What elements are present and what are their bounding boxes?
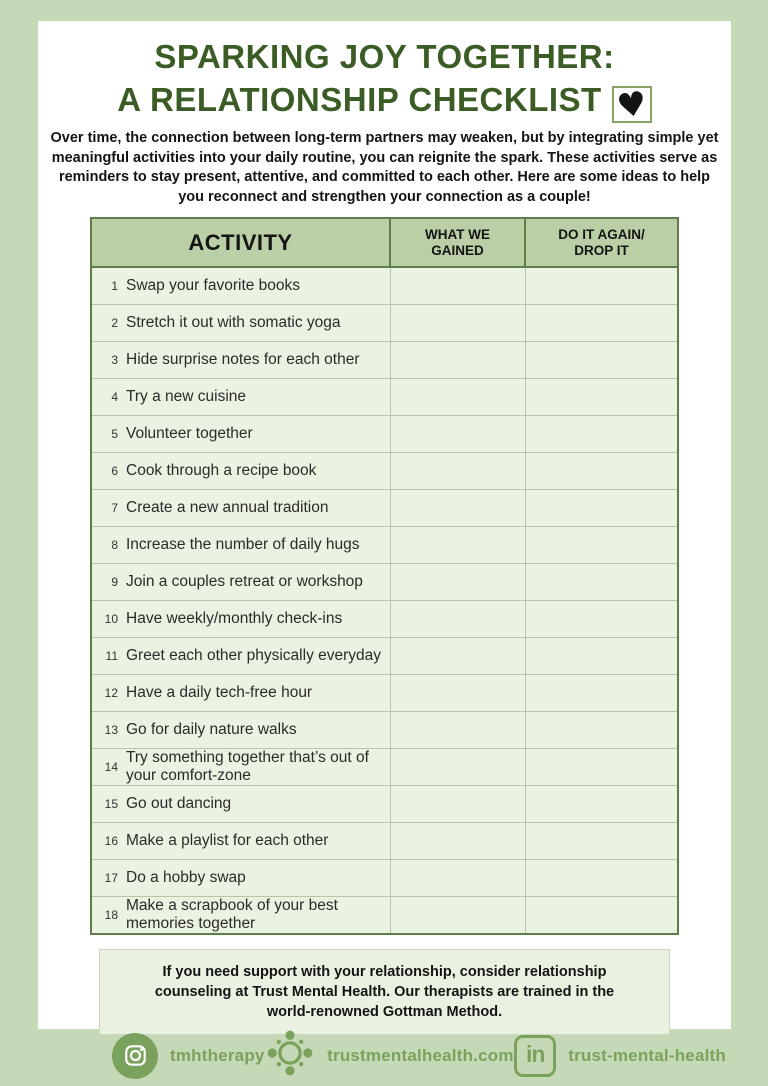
row-number: 4 — [111, 389, 118, 404]
row-activity-label: Volunteer together — [126, 424, 253, 442]
what-we-gained-cell-empty — [390, 822, 525, 859]
what-we-gained-cell-empty — [390, 415, 525, 452]
heart-icon: ♥ — [613, 82, 650, 127]
row-number: 11 — [105, 648, 118, 663]
activity-checklist-table — [90, 217, 679, 935]
do-it-again-cell-empty — [525, 415, 678, 452]
row-number: 10 — [104, 611, 118, 626]
what-we-gained-cell-empty — [390, 674, 525, 711]
what-we-gained-cell-empty — [390, 378, 525, 415]
table-row — [91, 822, 678, 859]
row-number: 5 — [111, 426, 118, 441]
website-link — [265, 1028, 514, 1083]
what-we-gained-cell-empty — [390, 267, 525, 304]
do-it-again-cell-empty — [525, 526, 678, 563]
row-number: 18 — [104, 907, 118, 922]
row-activity-label: Make a playlist for each other — [126, 831, 329, 849]
row-activity-label: Stretch it out with somatic yoga — [126, 313, 341, 331]
table-row — [91, 267, 678, 304]
table-row — [91, 785, 678, 822]
what-we-gained-cell-empty — [390, 452, 525, 489]
row-number: 16 — [104, 833, 118, 848]
activity-cell — [91, 711, 390, 748]
table-header-row — [91, 218, 678, 267]
row-number: 14 — [104, 759, 118, 774]
row-activity-label: Greet each other physically everyday — [126, 646, 382, 664]
do-it-again-cell-empty — [525, 822, 678, 859]
social-footer-bar — [0, 1029, 768, 1086]
row-activity-label: Try a new cuisine — [126, 387, 247, 405]
activity-cell — [91, 563, 390, 600]
activity-cell — [91, 822, 390, 859]
row-activity-label: Try something together that’s out of your comfort-zone — [126, 748, 369, 784]
row-number: 15 — [104, 796, 118, 811]
instagram-label: tmhtherapy — [170, 1045, 265, 1065]
table-row — [91, 748, 678, 785]
what-we-gained-cell-empty — [390, 600, 525, 637]
what-we-gained-cell-empty — [390, 563, 525, 600]
row-number: 9 — [111, 574, 118, 589]
table-row — [91, 304, 678, 341]
table-row — [91, 859, 678, 896]
column-header-do-it-again-drop-it: DO IT AGAIN/ DROP IT — [525, 218, 678, 267]
row-number: 3 — [111, 352, 118, 367]
row-activity-label: Have weekly/monthly check-ins — [126, 609, 343, 627]
do-it-again-cell-empty — [525, 896, 678, 934]
do-it-again-cell-empty — [525, 341, 678, 378]
row-number: 13 — [104, 722, 118, 737]
table-row — [91, 452, 678, 489]
do-it-again-cell-empty — [525, 674, 678, 711]
what-we-gained-cell-empty — [390, 785, 525, 822]
heart-checkbox-icon — [612, 82, 652, 127]
activity-cell — [91, 378, 390, 415]
what-we-gained-cell-empty — [390, 859, 525, 896]
what-we-gained-cell-empty — [390, 304, 525, 341]
title-line-2: A RELATIONSHIP CHECKLIST ♥ — [38, 78, 731, 123]
activity-cell — [91, 896, 390, 934]
page-title — [38, 35, 731, 127]
table-row — [91, 415, 678, 452]
do-it-again-cell-empty — [525, 859, 678, 896]
row-activity-label: Swap your favorite books — [126, 276, 301, 294]
what-we-gained-cell-empty — [390, 896, 525, 934]
row-number: 12 — [104, 685, 118, 700]
instagram-handle — [112, 1033, 265, 1079]
row-number: 17 — [104, 870, 118, 885]
row-activity-label: Join a couples retreat or workshop — [126, 572, 363, 590]
linkedin-handle — [514, 1035, 726, 1077]
table-row — [91, 563, 678, 600]
what-we-gained-cell-empty — [390, 341, 525, 378]
website-label: trustmentalhealth.com — [327, 1045, 514, 1065]
row-activity-label: Hide surprise notes for each other — [126, 350, 360, 368]
do-it-again-cell-empty — [525, 267, 678, 304]
what-we-gained-cell-empty — [390, 526, 525, 563]
do-it-again-cell-empty — [525, 600, 678, 637]
column-header-what-we-gained: WHAT WE GAINED — [390, 218, 525, 267]
table-row — [91, 341, 678, 378]
do-it-again-cell-empty — [525, 304, 678, 341]
do-it-again-cell-empty — [525, 637, 678, 674]
table-row — [91, 711, 678, 748]
row-activity-label: Have a daily tech-free hour — [126, 683, 313, 701]
row-activity-label: Go out dancing — [126, 794, 232, 812]
column-header-activity: ACTIVITY — [91, 218, 390, 267]
row-activity-label: Increase the number of daily hugs — [126, 535, 360, 553]
table-row — [91, 378, 678, 415]
activity-cell — [91, 304, 390, 341]
activity-cell — [91, 785, 390, 822]
what-we-gained-cell-empty — [390, 748, 525, 785]
row-number: 7 — [111, 500, 118, 515]
table-row — [91, 600, 678, 637]
title-line-1: SPARKING JOY TOGETHER: — [154, 38, 615, 75]
support-note-box: If you need support with your relationship, consider relationship counseling at Trust Mental Health. Our therapists are trained in the world-renowned Gottman Method. — [99, 949, 670, 1035]
do-it-again-cell-empty — [525, 785, 678, 822]
flyer-page — [38, 21, 731, 1029]
do-it-again-cell-empty — [525, 378, 678, 415]
intro-paragraph: Over time, the connection between long-term partners may weaken, but by integrating simple yet meaningful activities into your daily routine, you can reignite the spark. These activities serve as reminders to stay present, attentive, and committed to each other. Here are some ideas to help you reconnect and strengthen your connection as a couple! — [50, 130, 719, 205]
table-body — [91, 267, 678, 934]
activity-cell — [91, 674, 390, 711]
table-row — [91, 489, 678, 526]
table-row — [91, 526, 678, 563]
do-it-again-cell-empty — [525, 452, 678, 489]
row-activity-label: Cook through a recipe book — [126, 461, 317, 479]
do-it-again-cell-empty — [525, 563, 678, 600]
row-number: 6 — [111, 463, 118, 478]
instagram-icon — [112, 1033, 158, 1079]
activity-cell — [91, 341, 390, 378]
row-number: 1 — [111, 278, 118, 293]
row-activity-label: Do a hobby swap — [126, 868, 246, 886]
activity-cell — [91, 489, 390, 526]
row-activity-label: Create a new annual tradition — [126, 498, 329, 516]
table-row — [91, 674, 678, 711]
what-we-gained-cell-empty — [390, 711, 525, 748]
row-number: 8 — [111, 537, 118, 552]
do-it-again-cell-empty — [525, 711, 678, 748]
row-number: 2 — [111, 315, 118, 330]
activity-cell — [91, 859, 390, 896]
activity-cell — [91, 415, 390, 452]
linkedin-label: trust-mental-health — [568, 1045, 726, 1065]
do-it-again-cell-empty — [525, 489, 678, 526]
row-activity-label: Make a scrapbook of your best memories together — [126, 896, 338, 932]
activity-cell — [91, 600, 390, 637]
table-row — [91, 637, 678, 674]
do-it-again-cell-empty — [525, 748, 678, 785]
row-activity-label: Go for daily nature walks — [126, 720, 297, 738]
trust-mental-health-logo-icon — [265, 1028, 315, 1083]
activity-cell — [91, 526, 390, 563]
activity-cell — [91, 452, 390, 489]
activity-cell — [91, 267, 390, 304]
what-we-gained-cell-empty — [390, 489, 525, 526]
linkedin-icon: in — [514, 1035, 556, 1077]
activity-cell — [91, 637, 390, 674]
what-we-gained-cell-empty — [390, 637, 525, 674]
activity-cell — [91, 748, 390, 785]
table-row — [91, 896, 678, 934]
